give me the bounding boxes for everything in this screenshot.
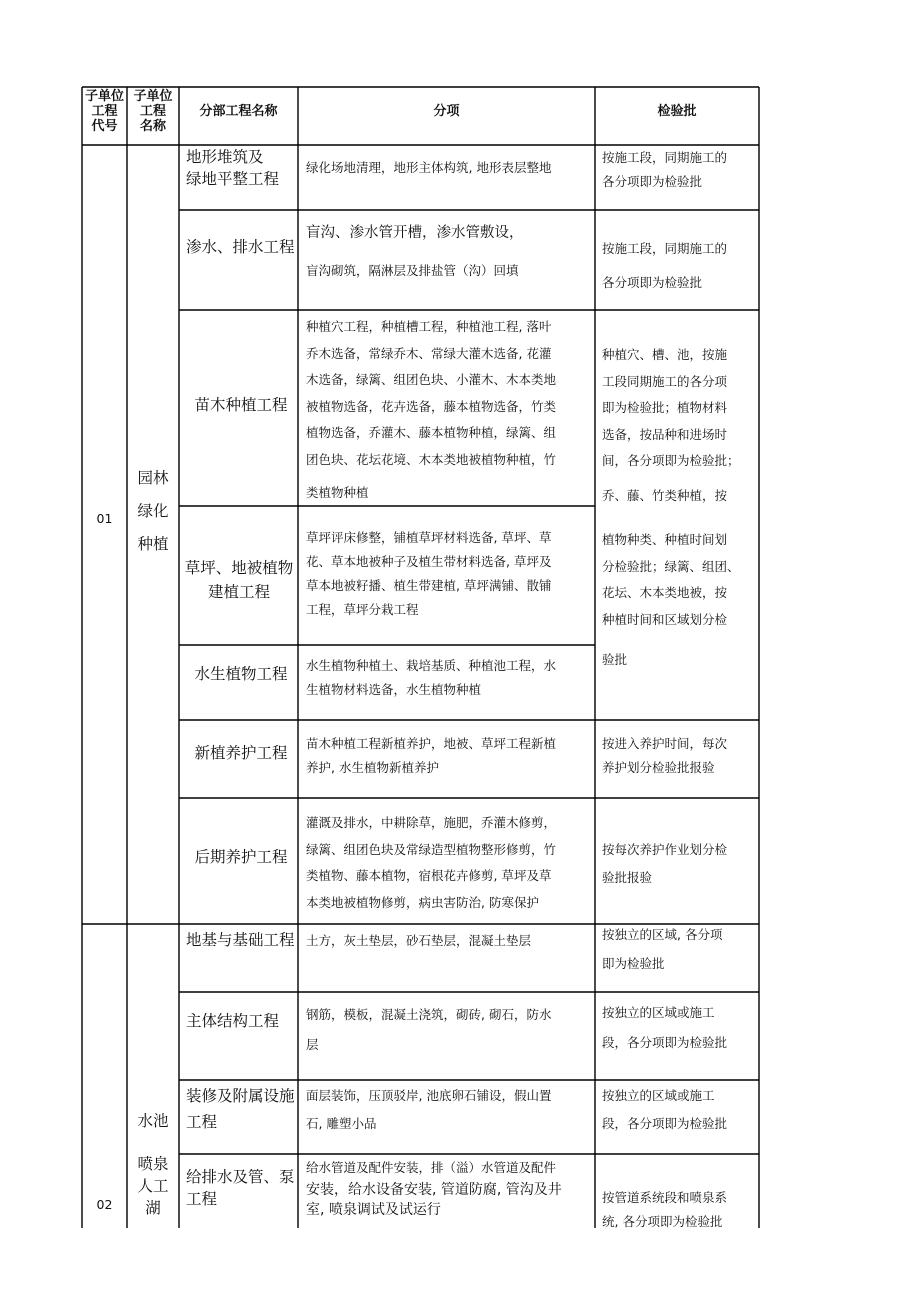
- batch-line: 即为检验批；植物材料: [602, 400, 728, 415]
- batch-line: 统, 各分项即为检验批: [602, 1214, 723, 1229]
- subitem-text: [306, 214, 592, 290]
- batch-line: 花坛、木本类地被，按: [602, 585, 728, 600]
- subitem-line: 水生植物种植土、栽培基质、种植池工程，水: [306, 658, 557, 673]
- batch-line: 分检验批；绿篱、组团、: [602, 558, 740, 574]
- subitem-line: 土方，灰土垫层，砂石垫层，混凝土垫层: [306, 933, 532, 948]
- unit-name-line: 水池: [137, 1112, 169, 1130]
- division-name-line: 给排水及管、泵: [186, 1168, 295, 1186]
- division-name-line: 主体结构工程: [186, 1012, 280, 1030]
- subitem-line: 层: [306, 1037, 319, 1052]
- batch-line: 选备，按品种和进场时: [602, 426, 728, 442]
- division-name: [186, 1083, 298, 1135]
- unit-name-line: 种植: [137, 535, 169, 553]
- batch-text: [602, 998, 757, 1058]
- batch-line: 种植时间和区域划分检: [602, 611, 728, 627]
- subitem-line: 苗木种植工程新植养护，地被、草坪工程新植: [306, 736, 557, 751]
- batch-line: 按进入养护时间，每次: [602, 736, 728, 751]
- batch-line: 按独立的区域或施工: [602, 1088, 715, 1103]
- header-unit-code-line: 工程: [91, 104, 118, 119]
- batch-text: [602, 1082, 757, 1138]
- division-name: [181, 556, 297, 604]
- batch-line: 按施工段，同期施工的: [602, 241, 728, 256]
- batch-line: 即为检验批: [602, 956, 665, 971]
- header-subitem: 分项: [433, 104, 460, 119]
- batch-text-merged: [602, 342, 757, 674]
- division-name: [186, 146, 296, 190]
- division-name: [186, 929, 298, 951]
- header-unit-name-line: 子单位: [133, 89, 173, 104]
- batch-line: 间，各分项即为检验批；: [602, 453, 740, 468]
- division-name-line: 工程: [186, 1190, 218, 1208]
- batch-line: 种植穴、槽、池，按施: [602, 347, 728, 362]
- division-name: [186, 394, 296, 416]
- subitem-text: [306, 156, 592, 180]
- subitem-text: [306, 314, 592, 507]
- header-unit-name-line: 名称: [139, 119, 166, 134]
- division-name-line: 渗水、排水工程: [186, 238, 295, 256]
- subitem-line: 绿篱、组团色块及常绿造型植物整形修剪，竹: [306, 841, 557, 857]
- batch-text: [602, 732, 757, 780]
- division-name-line: 建植工程: [207, 583, 270, 601]
- batch-line: 各分项即为检验批: [602, 174, 703, 189]
- batch-line: 工段同期施工的各分项: [602, 373, 728, 389]
- subitem-text: [306, 929, 592, 953]
- division-name-line: 地形堆筑及: [186, 148, 264, 166]
- batch-line: 按独立的区域, 各分项: [602, 927, 723, 942]
- division-name-line: 工程: [186, 1113, 218, 1131]
- unit-name-line: 绿化: [137, 502, 169, 520]
- batch-line: 养护划分检验批报验: [602, 760, 715, 775]
- unit-name-line: 喷泉: [137, 1155, 169, 1173]
- division-name: [186, 1010, 298, 1032]
- batch-line: 各分项即为检验批: [602, 275, 703, 290]
- header-unit-code: [82, 89, 127, 134]
- subitem-line: 生植物材料选备，水生植物种植: [306, 682, 482, 697]
- batch-line: 验批: [602, 652, 628, 667]
- subitem-text: [306, 1082, 592, 1138]
- subitem-line: 石, 雕塑小品: [306, 1116, 377, 1131]
- subitem-text: [306, 526, 592, 622]
- division-name-line: 装修及附属设施: [186, 1087, 295, 1105]
- batch-line: 按独立的区域或施工: [602, 1005, 715, 1020]
- subitem-text: [306, 810, 592, 916]
- batch-text: [602, 232, 757, 300]
- division-name-line: 草坪、地被植物: [184, 559, 294, 577]
- subitem-line: 类植物、藤本植物，宿根花卉修剪, 草坪及草: [306, 868, 552, 883]
- subitem-line: 盲沟、渗水管开槽，渗水管敷设，: [306, 225, 524, 241]
- header-unit-name-line: 工程: [139, 104, 166, 119]
- batch-line: 验批报验: [602, 870, 653, 885]
- batch-line: 按管道系统段和喷泉系: [602, 1190, 728, 1205]
- subitem-line: 灌溉及排水，中耕除草，施肥，乔灌木修剪，: [306, 815, 557, 830]
- batch-line: 段，各分项即为检验批: [602, 1116, 728, 1131]
- batch-line: 乔、藤、竹类种植，按: [602, 487, 728, 503]
- batch-line: 按每次养护作业划分检: [602, 842, 728, 857]
- division-name-line: 新植养护工程: [194, 744, 288, 762]
- header-division-name: 分部工程名称: [199, 104, 278, 119]
- unit-name-line: 人工: [137, 1177, 169, 1195]
- subitem-line: 种植穴工程，种植槽工程，种植池工程, 落叶: [306, 319, 552, 334]
- division-name: [186, 846, 296, 868]
- subitem-line: 盲沟砌筑，隔淋层及排盐管（沟）回填: [306, 263, 519, 278]
- batch-text: [602, 836, 757, 892]
- unit-code: 02: [96, 1197, 113, 1212]
- division-name-line: 后期养护工程: [194, 848, 288, 866]
- subitem-line: 草本地被籽播、植生带建植, 草坪满铺、散铺: [306, 578, 552, 593]
- subitem-line: 团色块、花坛花境、木本类地被植物种植，竹: [306, 451, 557, 467]
- subitem-text: [306, 732, 592, 780]
- subitem-line: 安装，给水设备安装, 管道防腐, 管沟及井: [306, 1182, 562, 1198]
- batch-text: [602, 920, 757, 978]
- unit-name-line: 湖: [145, 1199, 161, 1217]
- division-name: [186, 742, 296, 764]
- header-unit-name: [127, 89, 179, 134]
- subitem-line: 室, 喷泉调试及试运行: [306, 1202, 441, 1218]
- batch-line: 按施工段，同期施工的: [602, 150, 728, 165]
- header-unit-code-line: 子单位: [84, 89, 124, 104]
- subitem-line: 植物选备，乔灌木、藤本植物种植，绿篱、组: [306, 425, 557, 440]
- subitem-line: 绿化场地清理，地形主体构筑, 地形表层整地: [306, 160, 552, 175]
- subitem-line: 乔木选备，常绿乔木、常绿大灌木选备, 花灌: [306, 345, 552, 361]
- division-name: [186, 1166, 298, 1210]
- division-name-line: 绿地平整工程: [186, 170, 280, 188]
- division-name: [186, 236, 296, 258]
- subitem-line: 本类地被植物修剪，病虫害防治, 防寒保护: [306, 894, 539, 910]
- header-inspection-batch: 检验批: [657, 104, 697, 119]
- unit-name: [127, 1110, 179, 1219]
- subitem-line: 工程，草坪分栽工程: [306, 602, 419, 617]
- division-name-line: 水生植物工程: [194, 665, 288, 683]
- subitem-line: 类植物种植: [306, 485, 369, 500]
- subitem-line: 被植物选备，花卉选备，藤本植物选备，竹类: [306, 398, 557, 414]
- subitem-line: 钢筋，模板，混凝土浇筑，砌砖, 砌石，防水: [306, 1007, 552, 1022]
- unit-code: 01: [96, 511, 113, 526]
- batch-text: [602, 146, 757, 194]
- header-unit-code-line: 代号: [91, 119, 118, 134]
- division-name-line: 地基与基础工程: [186, 931, 295, 949]
- subitem-text: [306, 1000, 592, 1060]
- division-name-line: 苗木种植工程: [194, 396, 288, 414]
- subitem-line: 木选备，绿篱、组团色块、小灌木、木本类地: [306, 372, 557, 387]
- division-name: [186, 663, 296, 685]
- subitem-text: [306, 654, 592, 702]
- batch-line: 段，各分项即为检验批: [602, 1035, 728, 1050]
- subitem-text: [306, 1156, 592, 1218]
- batch-line: 植物种类、种植时间划: [602, 532, 728, 547]
- unit-name: [127, 462, 179, 561]
- subitem-line: 给水管道及配件安装，排（溢）水管道及配件: [306, 1160, 557, 1175]
- subitem-line: 养护, 水生植物新植养护: [306, 760, 439, 775]
- unit-name-line: 园林: [137, 469, 169, 487]
- subitem-line: 花、草本地被种子及植生带材料选备, 草坪及: [306, 554, 552, 569]
- subitem-line: 面层装饰，压顶驳岸, 池底卵石铺设，假山置: [306, 1088, 552, 1103]
- batch-text: [602, 1186, 757, 1234]
- subitem-line: 草坪评床修整，铺植草坪材料选备, 草坪、草: [306, 530, 552, 545]
